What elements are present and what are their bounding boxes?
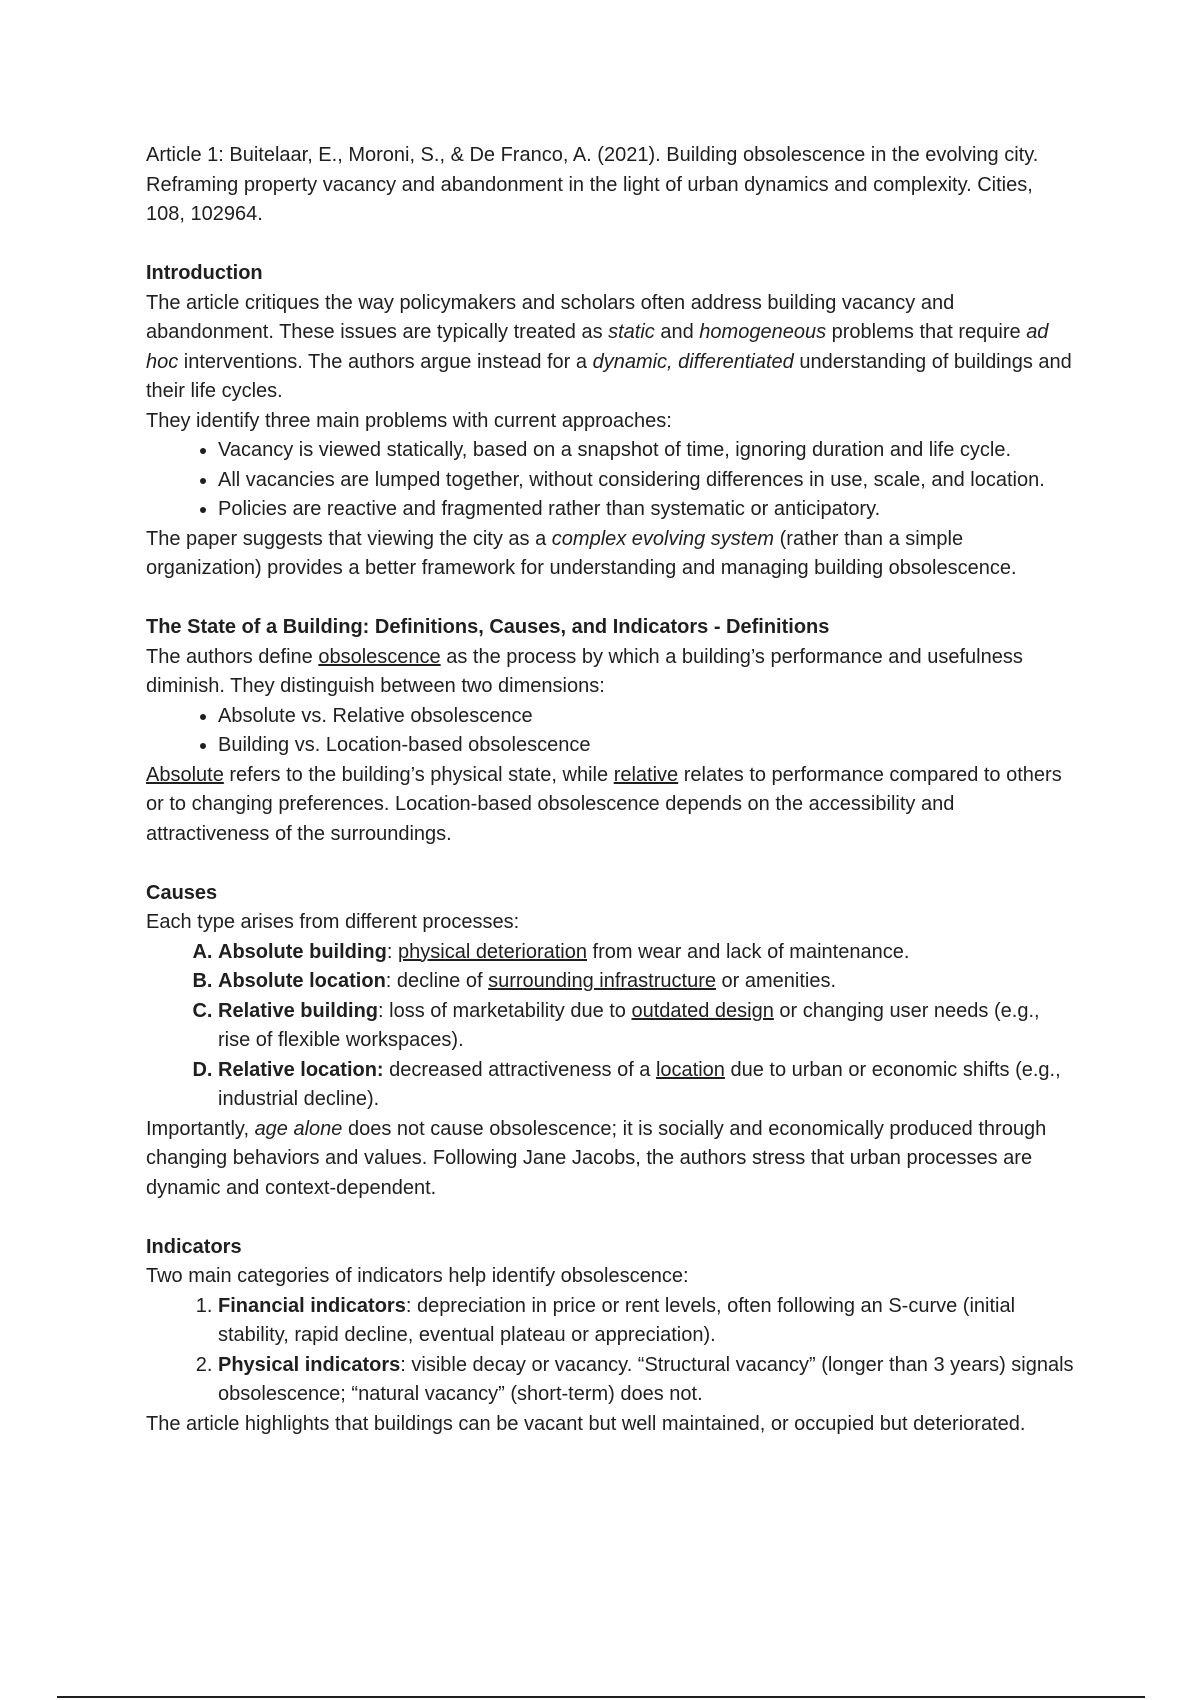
list-item: • Building vs. Location-based obsolescence	[218, 731, 1076, 761]
list-item: • All vacancies are lumped together, without considering differences in use, scale, and location.	[218, 466, 1076, 496]
page-bottom-rule	[57, 1696, 1145, 1698]
list-item: C. Relative building: loss of marketability due to outdated design or changing user needs (e.g., rise of flexible workspaces).	[218, 997, 1076, 1056]
heading-definitions: The State of a Building: Definitions, Causes, and Indicators - Definitions	[146, 616, 830, 638]
list-item: • Vacancy is viewed statically, based on a snapshot of time, ignoring duration and life cycle.	[218, 436, 1076, 466]
indicators-intro: Two main categories of indicators help identify obsolescence:	[146, 1265, 689, 1287]
list-item: B. Absolute location: decline of surrounding infrastructure or amenities.	[218, 967, 1076, 997]
intro-bullet-list	[146, 436, 1076, 525]
heading-causes: Causes	[146, 881, 218, 904]
causes-paragraph-2: Importantly, age alone does not cause obsolescence; it is socially and economically produced through changing behaviors and values. Following Jane Jacobs, the authors stress that urban processes are dynamic and context-dependent.	[146, 1117, 1047, 1199]
definitions-paragraph-1: The authors define obsolescence as the process by which a building’s performance and usefulness diminish. They distinguish between two dimensions:	[146, 645, 1023, 697]
definitions-paragraph-2: Absolute refers to the building’s physical state, while relative relates to performance compared to others or to changing preferences. Location-based obsolescence depends on the accessibility and attractiveness of the surroundings.	[146, 763, 1062, 845]
spacer	[146, 584, 1076, 614]
definitions-bullet-list	[146, 702, 1076, 761]
intro-paragraph-2: They identify three main problems with current approaches:	[146, 409, 672, 432]
spacer	[146, 849, 1076, 879]
document-body	[146, 141, 1076, 1439]
spacer	[146, 1203, 1076, 1233]
indicators-paragraph-2: The article highlights that buildings can be vacant but well maintained, or occupied but deteriorated.	[146, 1412, 1026, 1435]
list-item: D. Relative location: decreased attractiveness of a location due to urban or economic shifts (e.g., industrial decline).	[218, 1056, 1076, 1115]
indicators-list	[146, 1292, 1076, 1410]
heading-indicators: Indicators	[146, 1235, 242, 1258]
citation: Article 1: Buitelaar, E., Moroni, S., & De Franco, A. (2021). Building obsolescence in the evolving city. Reframing property vacancy and abandonment in the light of urban dynamics and complexity. Cities, 108, 102964.	[146, 144, 1039, 225]
intro-paragraph-1: The article critiques the way policymakers and scholars often address building vacancy and abandonment. These issues are typically treated as static and homogeneous problems that require ad hoc interventions. The authors argue instead for a dynamic, differentiated understanding of buildings and their life cycles.	[146, 291, 1072, 402]
heading-introduction: Introduction	[146, 262, 263, 284]
list-item: 1. Financial indicators: depreciation in price or rent levels, often following an S-curve (initial stability, rapid decline, eventual plateau or appreciation).	[218, 1292, 1076, 1351]
intro-paragraph-3: The paper suggests that viewing the city as a complex evolving system (rather than a simple organization) provides a better framework for understanding and managing building obsolescence.	[146, 527, 1017, 579]
list-item: • Policies are reactive and fragmented rather than systematic or anticipatory.	[218, 495, 1076, 525]
list-item: 2. Physical indicators: visible decay or vacancy. “Structural vacancy” (longer than 3 years) signals obsolescence; “natural vacancy” (short-term) does not.	[218, 1351, 1076, 1410]
spacer	[146, 230, 1076, 260]
list-item: • Absolute vs. Relative obsolescence	[218, 702, 1076, 732]
list-item: A. Absolute building: physical deterioration from wear and lack of maintenance.	[218, 938, 1076, 968]
causes-list	[146, 938, 1076, 1115]
causes-intro: Each type arises from different processes:	[146, 911, 520, 933]
